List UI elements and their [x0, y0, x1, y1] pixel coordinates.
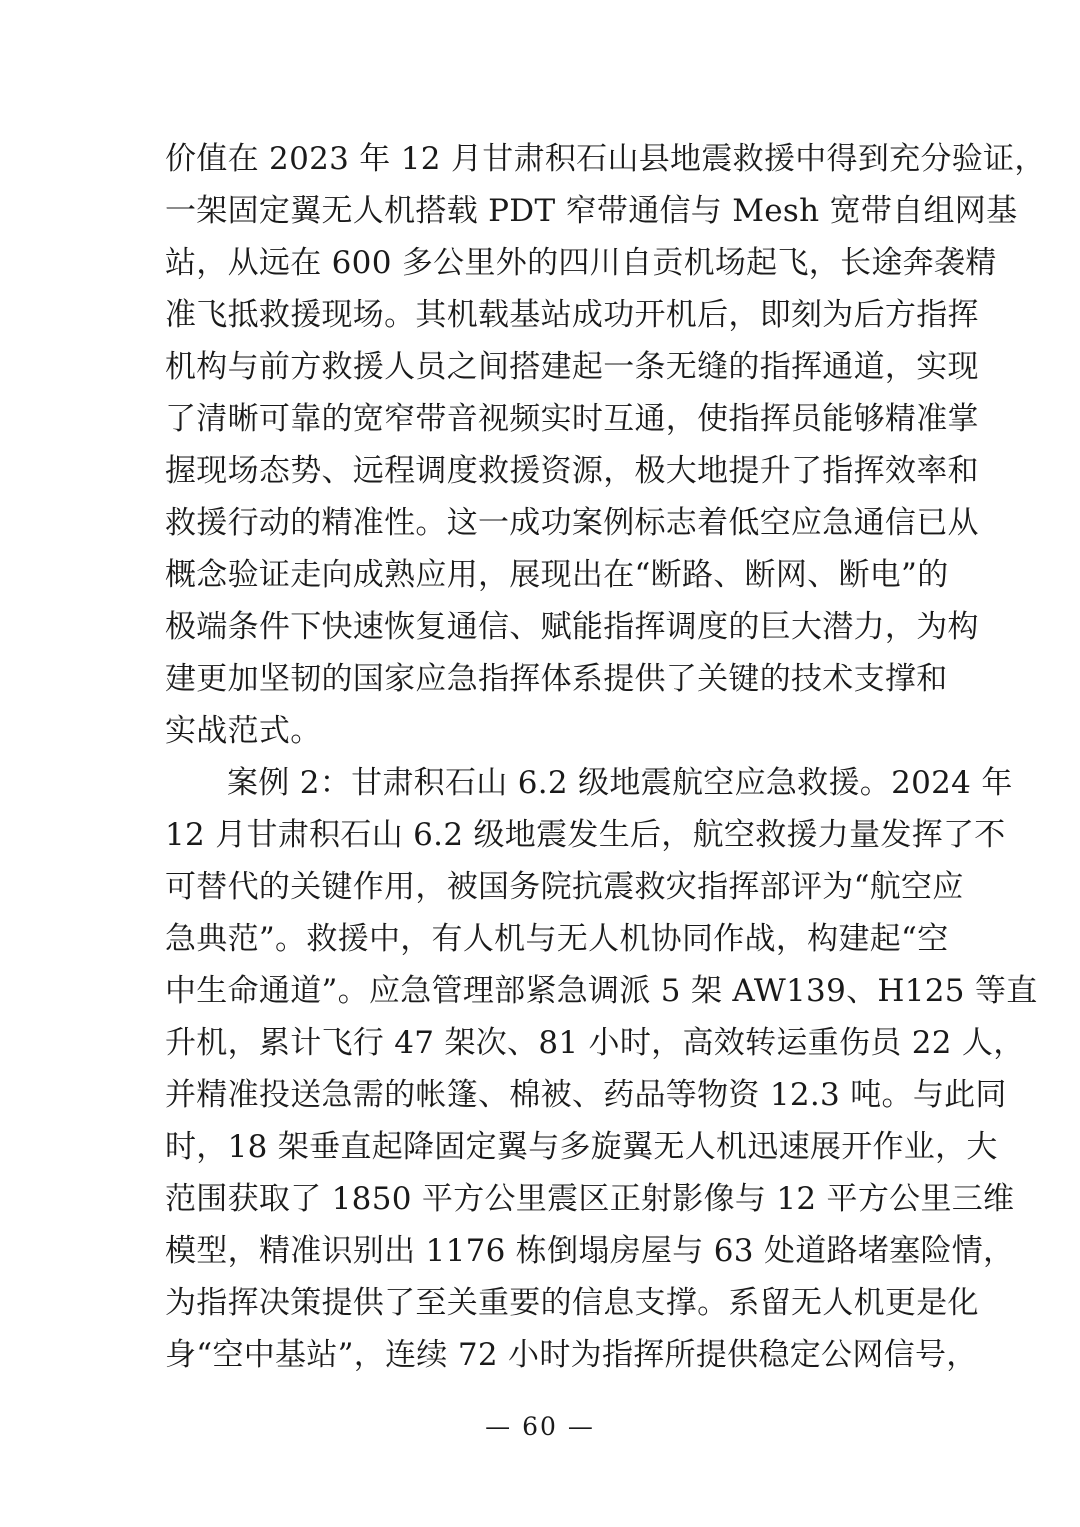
- text-line: 时，18 架垂直起降固定翼与多旋翼无人机迅速展开作业，大: [165, 1129, 998, 1165]
- text-line: 一架固定翼无人机搭载 PDT 窄带通信与 Mesh 宽带自组网基: [165, 193, 1018, 229]
- text-line: 站，从远在 600 多公里外的四川自贡机场起飞，长途奔袭精: [165, 245, 997, 281]
- text-line: 急典范”。救援中，有人机与无人机协同作战，构建起“空: [165, 921, 949, 957]
- text-line: 救援行动的精准性。这一成功案例标志着低空应急通信已从: [165, 505, 979, 541]
- text-line: 中生命通道”。应急管理部紧急调派 5 架 AW139、H125 等直: [165, 973, 1038, 1009]
- text-line: 机构与前方救援人员之间搭建起一条无缝的指挥通道，实现: [165, 349, 979, 385]
- text-line: 案例 2：甘肃积石山 6.2 级地震航空应急救援。2024 年: [227, 765, 1013, 801]
- text-line: 了清晰可靠的宽窄带音视频实时互通，使指挥员能够精准掌: [165, 401, 979, 437]
- text-line: 并精准投送急需的帐篷、棉被、药品等物资 12.3 吨。与此同: [165, 1077, 1007, 1113]
- text-line: 身“空中基站”，连续 72 小时为指挥所提供稳定公网信号，: [165, 1337, 978, 1373]
- text-line: 升机，累计飞行 47 架次、81 小时，高效转运重伤员 22 人，: [165, 1025, 1025, 1061]
- body-text: [165, 133, 1046, 1381]
- text-line: 模型，精准识别出 1176 栋倒塌房屋与 63 处道路堵塞险情，: [165, 1233, 1015, 1269]
- text-line: 可替代的关键作用，被国务院抗震救灾指挥部评为“航空应: [165, 869, 964, 905]
- text-line: 概念验证走向成熟应用，展现出在“断路、断网、断电”的: [165, 557, 949, 593]
- text-line: 建更加坚韧的国家应急指挥体系提供了关键的技术支撑和: [165, 661, 948, 697]
- text-line: 握现场态势、远程调度救援资源，极大地提升了指挥效率和: [165, 453, 979, 489]
- text-line: 实战范式。: [165, 713, 322, 749]
- page-number: — 60 —: [485, 1412, 595, 1441]
- text-line: 为指挥决策提供了至关重要的信息支撑。系留无人机更是化: [165, 1285, 979, 1321]
- text-line: 12 月甘肃积石山 6.2 级地震发生后，航空救援力量发挥了不: [165, 817, 1006, 853]
- text-line: 准飞抵救援现场。其机载基站成功开机后，即刻为后方指挥: [165, 297, 979, 333]
- text-line: 范围获取了 1850 平方公里震区正射影像与 12 平方公里三维: [165, 1181, 1015, 1217]
- text-line: 价值在 2023 年 12 月甘肃积石山县地震救援中得到充分验证，: [165, 141, 1046, 177]
- text-line: 极端条件下快速恢复通信、赋能指挥调度的巨大潜力，为构: [165, 609, 979, 645]
